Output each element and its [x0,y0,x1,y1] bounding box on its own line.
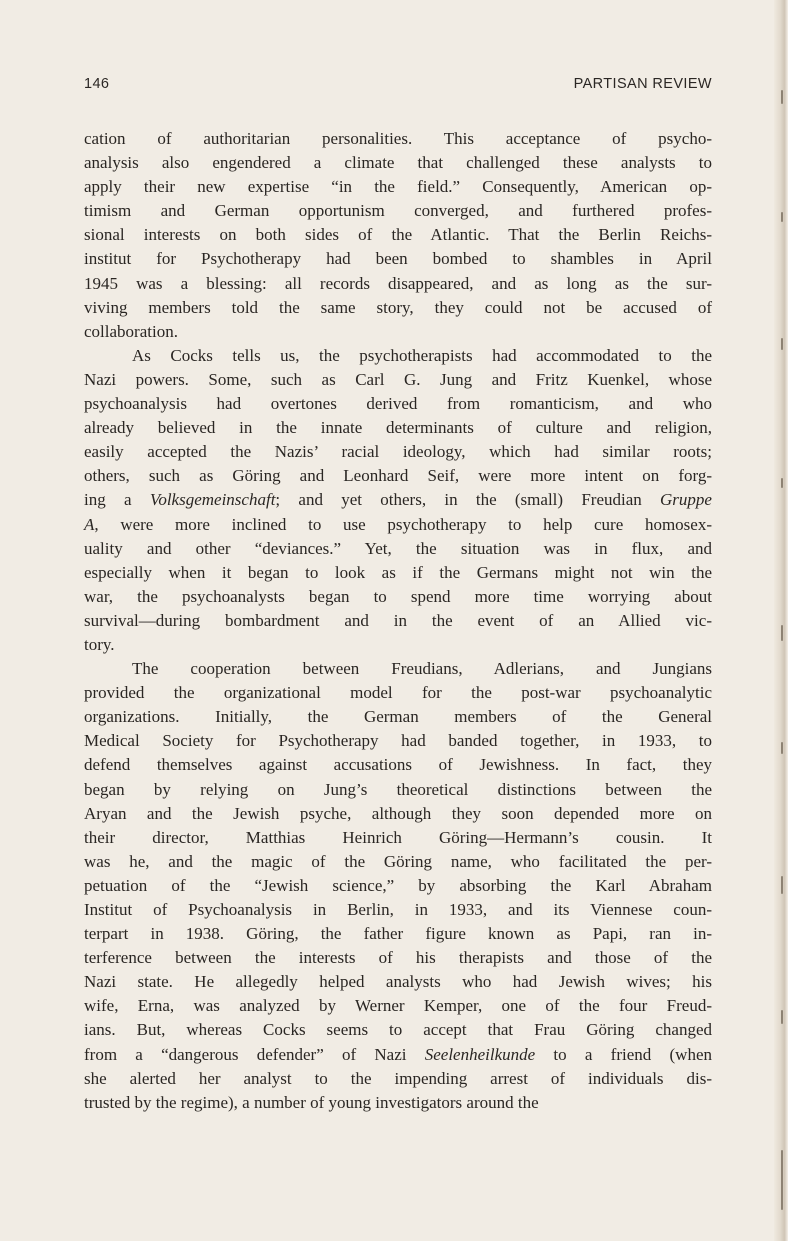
italic-term: A [84,514,95,534]
text-line: Nazi state. He allegedly helped analysts who had Jewish wives; his [84,972,712,992]
text-line: easily accepted the Nazis’ racial ideology, which had similar roots; [84,442,712,462]
text-line: timism and German opportunism converged, and furthered profes- [84,201,712,221]
text-run: , were more inclined to use psychotherapy to help cure homosex- [94,514,712,534]
text-line: terference between the interests of his therapists and those of the [84,948,712,968]
text-line: institut for Psychotherapy had been bombed to shambles in April [84,249,712,269]
page-header [84,76,712,96]
text-line: their director, Matthias Heinrich Göring—Hermann’s cousin. It [84,827,712,847]
text-line: trusted by the regime), a number of young investigators around the [84,1092,539,1112]
text-line: ians. But, whereas Cocks seems to accept that Frau Göring changed [84,1020,712,1040]
text-line: Aryan and the Jewish psyche, although they soon depended more on [84,803,712,823]
text-line: provided the organizational model for the post-war psychoanalytic [84,683,712,703]
text-line: petuation of the “Jewish science,” by absorbing the Karl Abraham [84,875,712,895]
text-line [84,488,712,512]
text-line [84,513,712,537]
text-line: terpart in 1938. Göring, the father figure known as Papi, ran in- [84,924,712,944]
text-line: organizations. Initially, the German members of the General [84,707,712,727]
running-title: PARTISAN REVIEW [573,76,712,92]
text-line: survival—during bombardment and in the event of an Allied vic- [84,610,712,630]
italic-term: Gruppe [660,490,712,510]
body-text [84,127,712,1115]
text-line: collaboration. [84,321,178,341]
text-line: The cooperation between Freudians, Adlerians, and Jungians [132,659,712,679]
text-line: was he, and the magic of the Göring name, who facilitated the per- [84,851,712,871]
edge-mark [781,212,783,222]
edge-mark [781,625,783,641]
italic-term: Volksgemeinschaft [149,490,276,510]
text-line: analysis also engendered a climate that challenged these analysts to [84,153,712,173]
text-run: from a “dangerous defender” of Nazi [84,1044,425,1064]
text-line [84,1043,712,1067]
text-line: 1945 was a blessing: all records disappeared, and as long as the sur- [84,273,712,293]
text-line: sional interests on both sides of the Atlantic. That the Berlin Reichs- [84,225,712,245]
edge-mark [781,478,783,488]
text-line: apply their new expertise “in the field.” Consequently, American op- [84,177,712,197]
text-line: Institut of Psychoanalysis in Berlin, in 1933, and its Viennese coun- [84,900,712,919]
text-line: she alerted her analyst to the impending arrest of individuals dis- [84,1068,712,1088]
edge-mark [781,742,783,754]
text-line: war, the psychoanalysts began to spend more time worrying about [84,586,712,606]
text-line: cation of authoritarian personalities. This acceptance of psycho- [84,129,712,148]
edge-mark [781,338,783,350]
text-run: ; and yet others, in the (small) Freudian [275,490,661,510]
text-line: viving members told the same story, they could not be accused of [84,297,712,317]
edge-mark [781,876,783,894]
text-line: especially when it began to look as if the Germans might not win the [84,562,712,582]
page-edge [774,0,788,1241]
edge-mark [781,1010,783,1024]
text-line: wife, Erna, was analyzed by Werner Kemper, one of the four Freud- [84,996,712,1016]
edge-mark [781,90,783,104]
text-line: already believed in the innate determinants of culture and religion, [84,418,712,438]
text-run: to a friend (when [535,1044,713,1064]
text-line: Nazi powers. Some, such as Carl G. Jung and Fritz Kuenkel, whose [84,369,712,389]
text-line: Medical Society for Psychotherapy had banded together, in 1933, to [84,731,712,751]
text-line: psychoanalysis had overtones derived from romanticism, and who [84,394,712,414]
page-number: 146 [84,76,110,92]
text-line: others, such as Göring and Leonhard Seif, were more intent on forg- [84,466,712,486]
text-line: uality and other “deviances.” Yet, the situation was in flux, and [84,538,712,558]
text-line: began by relying on Jung’s theoretical distinctions between the [84,779,712,799]
italic-term: Seelenheilkunde [424,1044,536,1064]
text-line: defend themselves against accusations of Jewishness. In fact, they [84,755,712,775]
text-run: ing a [84,490,150,510]
text-line: As Cocks tells us, the psychotherapists had accommodated to the [132,345,712,365]
edge-mark [781,1150,783,1210]
text-line: tory. [84,634,115,654]
